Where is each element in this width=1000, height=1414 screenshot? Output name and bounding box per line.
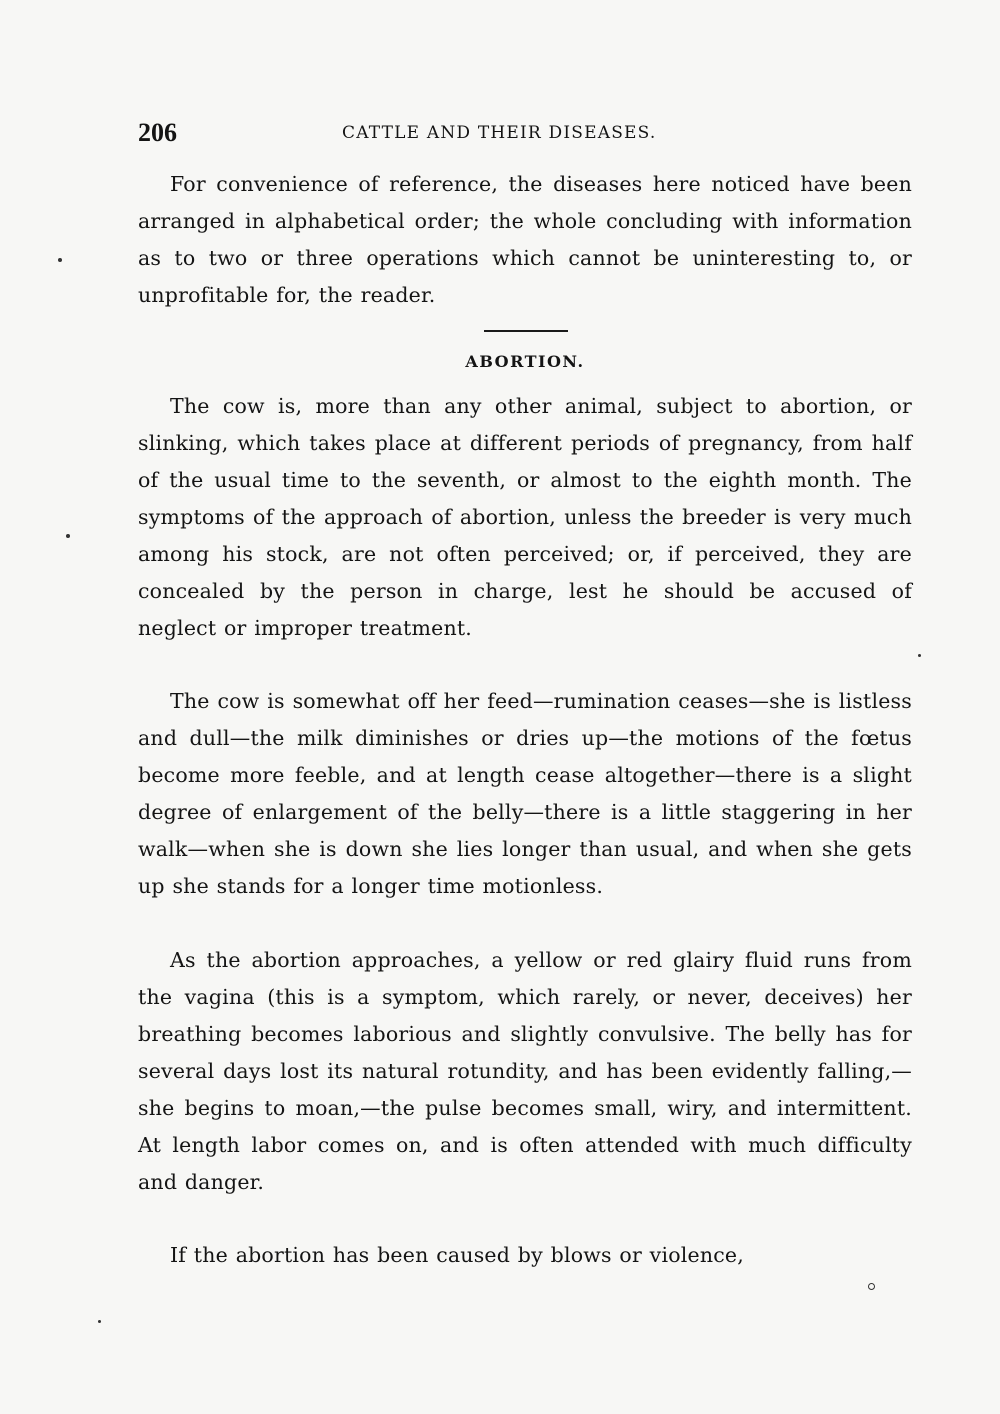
scan-speck — [868, 1283, 875, 1290]
body-paragraph-3: As the abortion approaches, a yellow or red glairy fluid runs from the vagina (this is a symptom, which rarely, or never, deceives) her breathing becomes laborious and slightly convulsive. The belly has for several days lost its natural rotundity, and has been evidently falling,—she begins to moan,—the pulse becomes small, wiry, and intermittent. At length labor comes on, and is often attended with much difficulty and danger. — [138, 948, 912, 1194]
scan-speck — [918, 654, 921, 657]
page-number: 206 — [138, 118, 177, 147]
section-heading: ABORTION. — [465, 352, 585, 371]
scan-speck — [58, 258, 62, 262]
running-head: CATTLE AND THEIR DISEASES. — [342, 123, 657, 143]
scan-speck — [66, 534, 70, 538]
intro-paragraph: For convenience of reference, the diseases here noticed have been arranged in alphabetical order; the whole concluding with information as to two or three operations which cannot be uninteresting to, or unprofitable for, the reader. — [138, 172, 912, 307]
page-header — [138, 118, 912, 152]
body-paragraph-2: The cow is somewhat off her feed—rumination ceases—she is listless and dull—the milk diminishes or dries up—the motions of the fœtus become more feeble, and at length cease altogether—there is a slight degree of enlargement of the belly—there is a little staggering in her walk—when she is down she lies longer than usual, and when she gets up she stands for a longer time motionless. — [138, 689, 912, 898]
body-paragraph-1: The cow is, more than any other animal, subject to abortion, or slinking, which takes place at different periods of pregnancy, from half of the usual time to the seventh, or almost to the eighth month. The symptoms of the approach of abortion, unless the breeder is very much among his stock, are not often perceived; or, if perceived, they are concealed by the person in charge, lest he should be accused of neglect or improper treatment. — [138, 394, 912, 640]
section-divider — [484, 330, 568, 332]
scan-speck — [98, 1320, 101, 1323]
body-paragraph-4: If the abortion has been caused by blows or violence, — [170, 1243, 744, 1267]
